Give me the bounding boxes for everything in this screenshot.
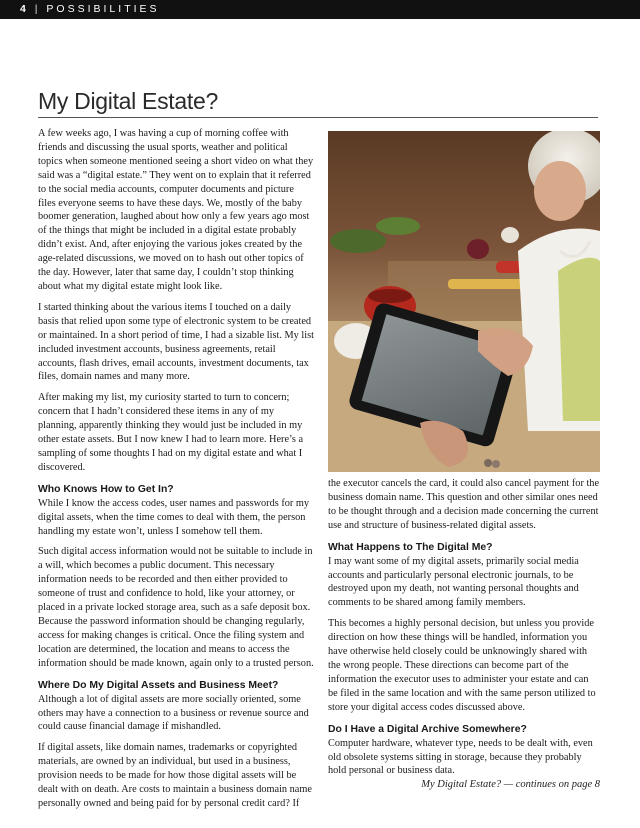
running-header xyxy=(0,0,640,19)
section-heading: Do I Have a Digital Archive Somewhere? xyxy=(328,723,527,735)
article-title: My Digital Estate? xyxy=(38,88,218,114)
title-rule xyxy=(38,117,598,118)
body-paragraph: Computer hardware, whatever type, needs to be dealt with, even old obsolete systems sitting in storage, because they probably hold personal or business data. xyxy=(328,737,593,777)
body-paragraph: This becomes a highly personal decision, but unless you provide direction on how these things will be handled, information you have otherwise held closely could be unknowingly shared with the wrong people. These directions can become part of the information the executor uses to administer your estate and can be filed in the same location and with the same person utilized to store your digital access codes discussed above. xyxy=(328,618,596,713)
body-paragraph: I may want some of my digital assets, primarily social media accounts and particularly personal electronic journals, to be destroyed upon my death, not wanting personal thoughts and comments to be shared among family members. xyxy=(328,555,579,609)
section-heading: Where Do My Digital Assets and Business Meet? xyxy=(38,679,279,691)
right-column xyxy=(328,477,600,785)
body-paragraph: While I know the access codes, user names and passwords for my digital assets, when the time comes to deal with them, the person handling my estate won’t, unless I somehow tell them. xyxy=(38,497,310,537)
continuation-note: My Digital Estate? — continues on page 8 xyxy=(421,779,600,790)
section-name: POSSIBILITIES xyxy=(46,3,160,15)
body-paragraph: Such digital access information would not be suitable to include in a will, which becomes a public document. This necessary information needs to be recorded and then either provided to someone of trust and confidence to hold, like your attorney, or placed in a private locked storage area, such as a safe deposit box. Because the password information should be changing regularly, access for making changes is critical. Once the filing system and location are determined, the location and means to access the information should be made known, again only to a trusted person. xyxy=(38,546,314,669)
body-paragraph: Although a lot of digital assets are more socially oriented, some others may have a connection to a business or revenue source and could cause financial damage if mishandled. xyxy=(38,693,309,733)
header-separator: | xyxy=(34,3,41,15)
kitchen-photo-illustration xyxy=(328,131,600,472)
body-paragraph: After making my list, my curiosity started to turn to concern; concern that I hadn’t considered these items in any of my planning, apparently thinking they would just be included in my other estate assets. But I now knew I had to learn more. Here’s a sampling of some thoughts I had on my digital estate and what I discovered. xyxy=(38,392,304,473)
body-paragraph: the executor cancels the card, it could also cancel payment for the business domain name. This question and other similar ones need to be thought through and a decision made concerning the current use and structure of business-related digital assets. xyxy=(328,478,600,531)
left-column xyxy=(38,127,314,818)
section-heading: Who Knows How to Get In? xyxy=(38,483,174,495)
section-heading: What Happens to The Digital Me? xyxy=(328,541,493,553)
body-paragraph: I started thinking about the various items I touched on a daily basis that relied upon some type of electronic system to be created or maintained. In a short period of time, I had a sizable list. My list included investment accounts, business agreements, retail accounts, flash drives, email accounts, investment documents, tax files, domain names and many more. xyxy=(38,301,314,383)
photo-woman-with-tablet xyxy=(328,131,600,472)
body-paragraph: If digital assets, like domain names, trademarks or copyrighted materials, are owned by an individual, but used in a business, provision needs to be made for how those digital assets will be dealt with on death. Are costs to maintain a business domain name personally owned and being paid for by personal credit card? If xyxy=(38,742,312,809)
body-paragraph: A few weeks ago, I was having a cup of morning coffee with friends and discussing the usual sports, weather and political topics when someone mentioned seeing a short video on what they said was a “digital estate.” They went on to explain that it referred to the social media accounts, computer documents and picture files everyone seems to have these days. We, mostly of the baby boomer generation, laughed about how only a few years ago most of the things that might be included in a digital estate probably didn’t exist. And, after enjoying the various jokes created by the age-related discussions, we moved on to hash out other topics of the day. However, later that same day, I couldn’t stop thinking about what my digital estate might look like. xyxy=(38,128,314,292)
page-number: 4 xyxy=(20,3,29,15)
